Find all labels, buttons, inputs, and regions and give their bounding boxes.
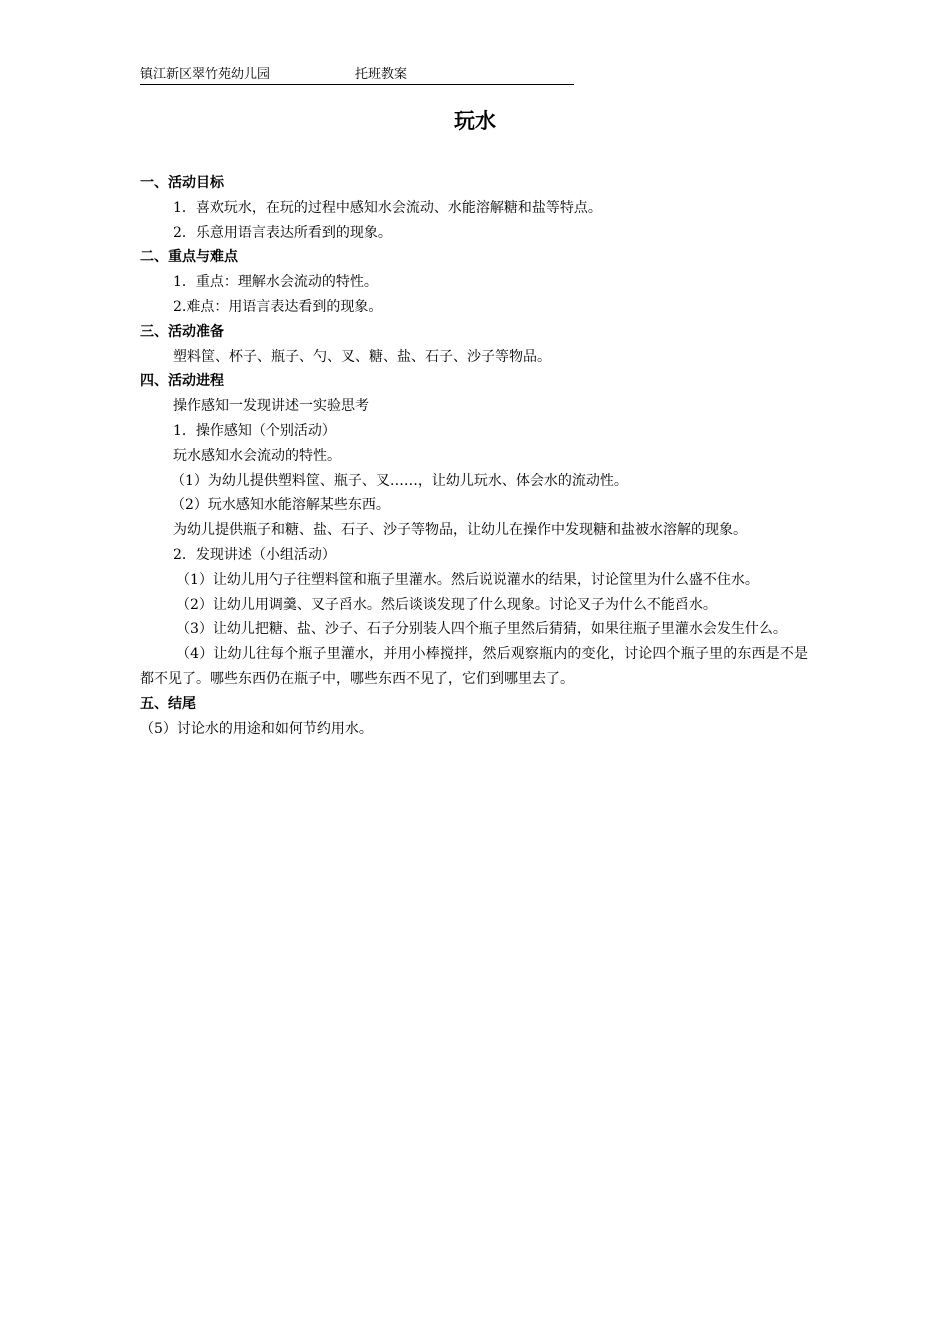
paragraph: （3）让幼儿把糖、盐、沙子、石子分别装人四个瓶子里然后猜猜，如果往瓶子里灌水会发生什么。 <box>176 621 787 638</box>
section-heading: 五、结尾 <box>140 695 196 712</box>
paragraph: （2）让幼儿用调羹、叉子舀水。然后谈谈发现了什么现象。讨论叉子为什么不能舀水。 <box>176 596 717 613</box>
paragraph: 操作感知一发现讲述一实验思考 <box>173 398 369 415</box>
header-organization: 镇江新区翠竹苑幼儿园 <box>140 67 271 82</box>
section-heading: 二、重点与难点 <box>140 249 238 266</box>
header-class-type: 托班教案 <box>355 67 408 82</box>
document-title: 玩水 <box>454 109 496 133</box>
paragraph: 2.难点：用语言表达看到的现象。 <box>173 298 383 315</box>
paragraph: （4）让幼儿往每个瓶子里灌水，并用小棒搅拌，然后观察瓶内的变化，讨论四个瓶子里的东西是不是都不见了。哪些东西仍在瓶子中，哪些东西不见了，它们到哪里去了。 <box>140 646 808 687</box>
paragraph: 2．乐意用语言表达所看到的现象。 <box>173 224 392 241</box>
paragraph: （5）讨论水的用途和如何节约用水。 <box>140 720 373 737</box>
page-header <box>140 66 574 85</box>
paragraph: 1．操作感知（个别活动） <box>173 422 336 439</box>
section-heading: 三、活动准备 <box>140 323 224 340</box>
paragraph: 1．喜欢玩水，在玩的过程中感知水会流动、水能溶解糖和盐等特点。 <box>173 199 602 216</box>
section-heading: 四、活动进程 <box>140 373 224 390</box>
paragraph: 玩水感知水会流动的特性。 <box>173 447 341 464</box>
section-heading: 一、活动目标 <box>140 175 224 191</box>
paragraph: （1）为幼儿提供塑料筐、瓶子、叉……，让幼儿玩水、体会水的流动性。 <box>171 472 628 489</box>
document-body <box>140 171 808 741</box>
paragraph: 1．重点：理解水会流动的特性。 <box>173 274 378 291</box>
paragraph: 塑料筐、杯子、瓶子、勺、叉、糖、盐、石子、沙子等物品。 <box>173 348 551 365</box>
paragraph: 为幼儿提供瓶子和糖、盐、石子、沙子等物品，让幼儿在操作中发现糖和盐被水溶解的现象。 <box>173 522 747 539</box>
paragraph: （1）让幼儿用勺子往塑料筐和瓶子里灌水。然后说说灌水的结果，讨论筐里为什么盛不住水。 <box>176 571 759 588</box>
paragraph: （2）玩水感知水能溶解某些东西。 <box>171 497 390 514</box>
paragraph: 2．发现讲述（小组活动） <box>173 546 336 563</box>
